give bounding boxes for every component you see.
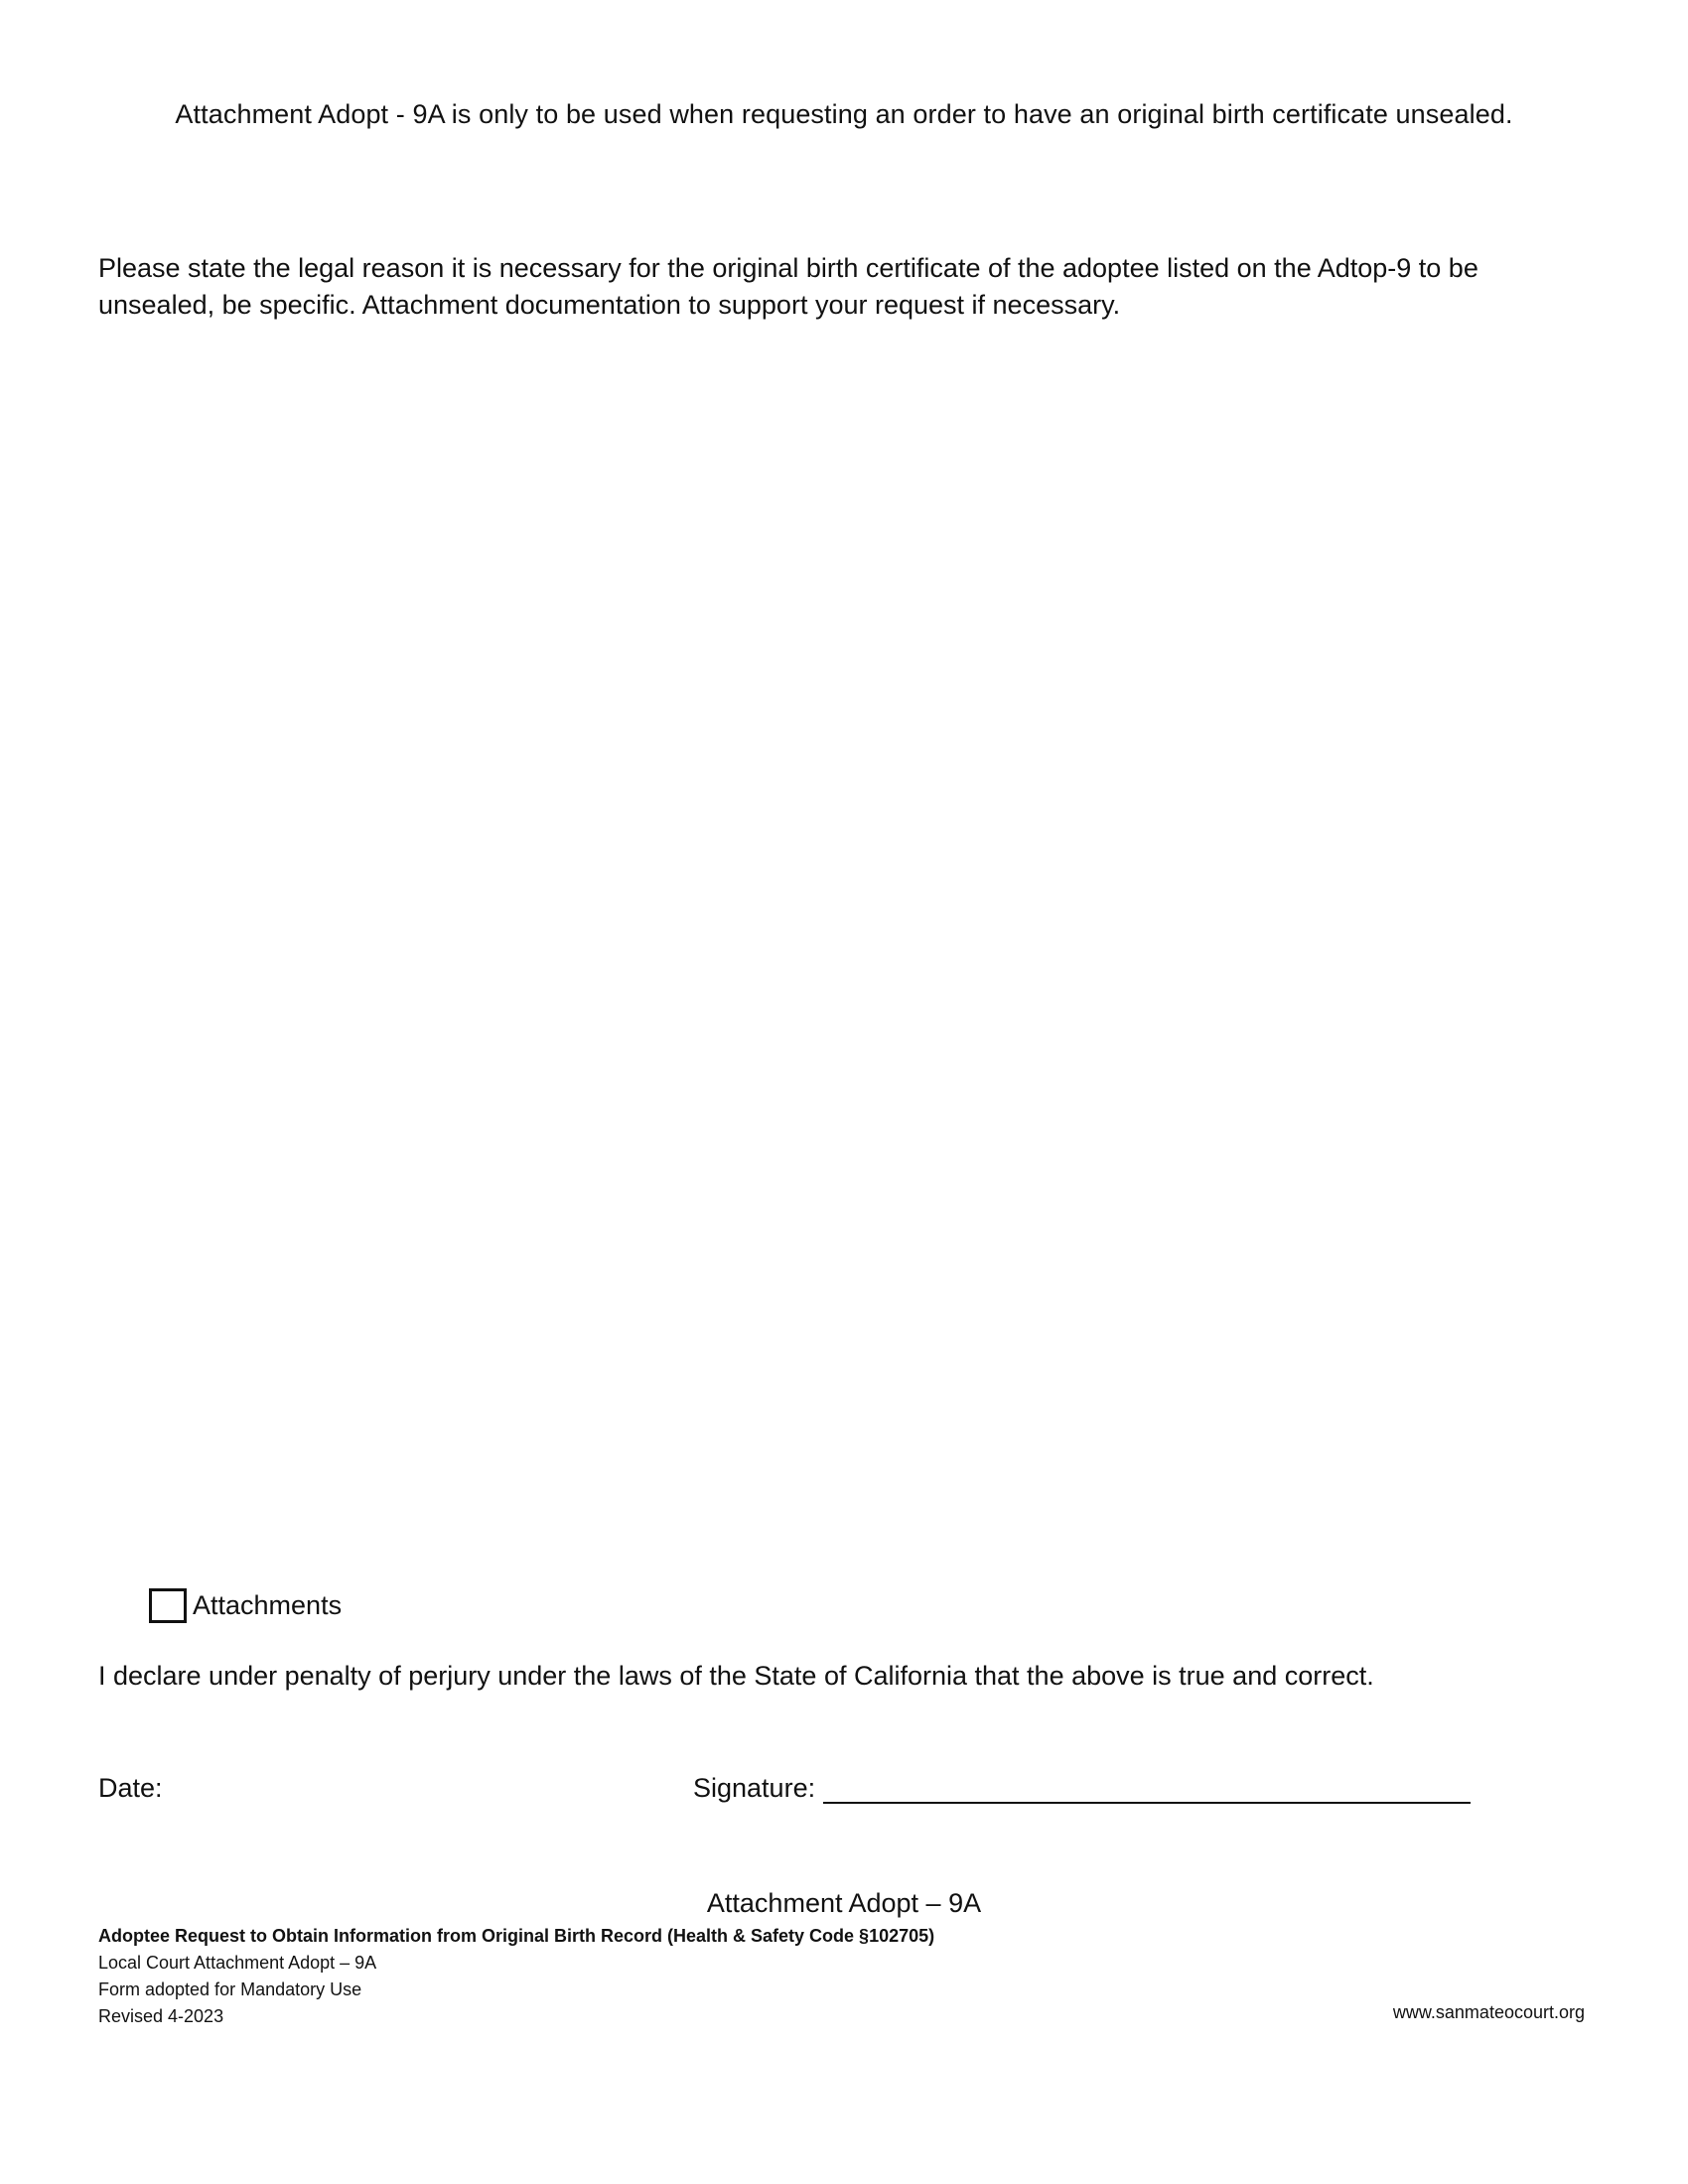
footer-website: www.sanmateocourt.org <box>1392 2002 1585 2022</box>
instructions <box>98 250 1608 324</box>
attachments-label: Attachments <box>193 1589 343 1620</box>
signature-label: Signature: <box>693 1773 816 1803</box>
date-label: Date: <box>98 1773 163 1803</box>
attachments-option[interactable] <box>149 1585 342 1625</box>
footer-usage: Form adopted for Mandatory Use <box>98 1979 362 1999</box>
footer-form-title: Attachment Adopt – 9A <box>706 1888 982 1918</box>
attachments-checkbox[interactable] <box>149 1588 187 1623</box>
footer-full-title: Adoptee Request to Obtain Information from Original Birth Record (Health & Safety Code §102705) <box>98 1926 935 1946</box>
footer-revised: Revised 4-2023 <box>98 2006 224 2026</box>
instructions-line-2: unsealed, be specific. Attachment documentation to support your request if necessary. <box>98 290 1121 320</box>
signature-field[interactable] <box>693 1773 1471 1804</box>
declaration-statement: I declare under penalty of perjury under the laws of the State of California that the above is true and correct. <box>98 1661 1374 1691</box>
reason-text-area[interactable] <box>98 347 1588 1559</box>
instructions-line-1: Please state the legal reason it is necessary for the original birth certificate of the adoptee listed on the Adtop-9 to be <box>98 253 1478 283</box>
intro-note: Attachment Adopt - 9A is only to be used when requesting an order to have an original birth certificate unsealed. <box>175 99 1513 129</box>
date-field[interactable] <box>98 1773 163 1804</box>
signature-line[interactable] <box>823 1774 1471 1804</box>
footer-form-number: Local Court Attachment Adopt – 9A <box>98 1953 377 1973</box>
